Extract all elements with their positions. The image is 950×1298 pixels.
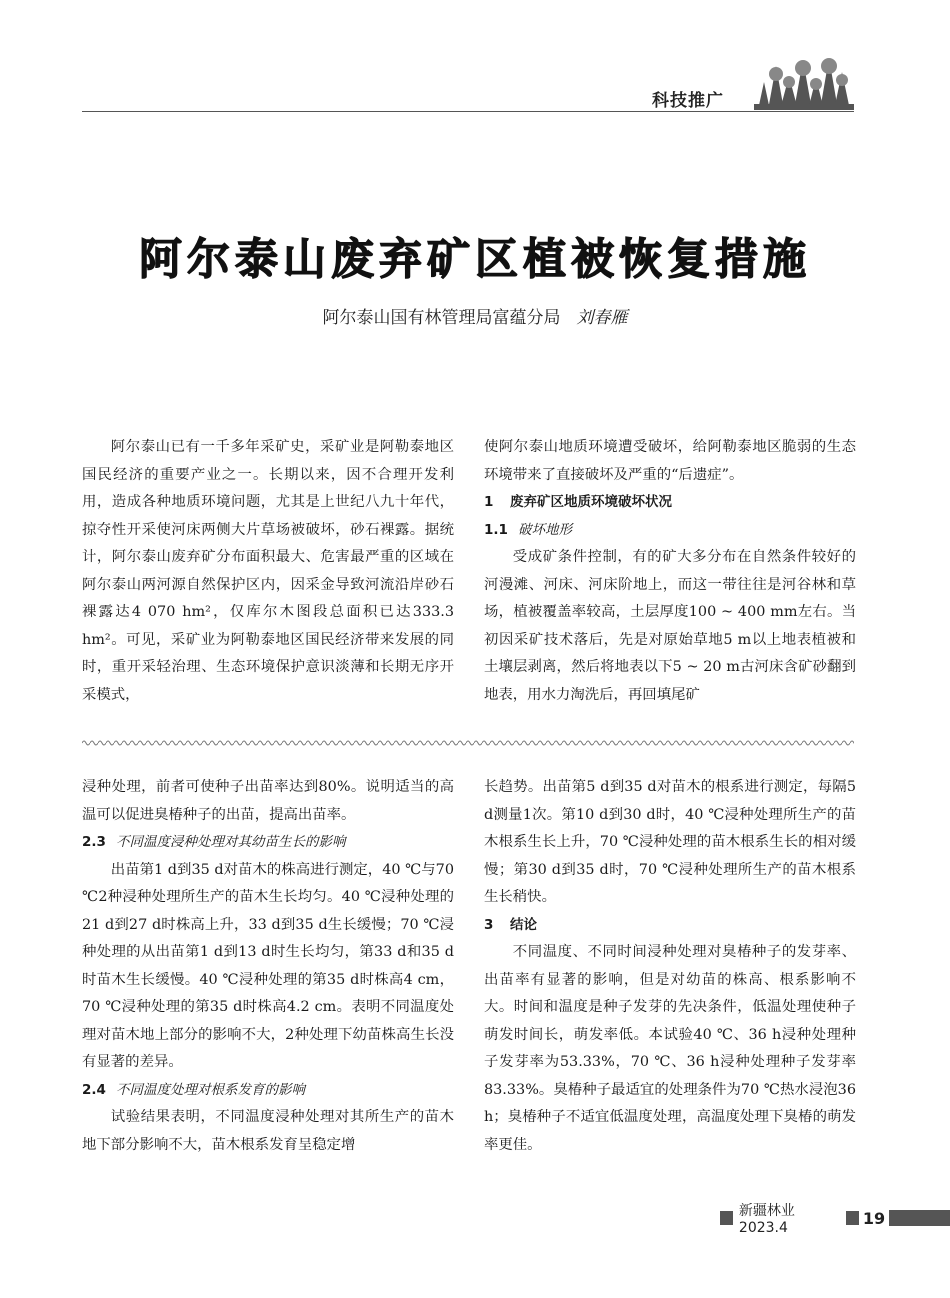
header-rule — [82, 111, 854, 112]
paragraph: 使阿尔泰山地质环境遭受破坏，给阿勒泰地区脆弱的生态环境带来了直接破坏及严重的“后遗症”。 — [484, 439, 856, 483]
paragraph: 长趋势。出苗第5 d到35 d对苗木的根系进行测定，每隔5 d测量1次。第10 d到30 d时，40 ℃浸种处理所生产的苗木根系生长上升，70 ℃浸种处理的苗木根系生长的相对缓慢；第30 d到35 d时，70 ℃浸种处理所生产的苗木根系生长稍快。 — [484, 779, 856, 905]
subsection-heading-text: 不同温度处理对根系发育的影响 — [116, 1081, 305, 1098]
section-heading — [484, 912, 856, 940]
paragraph: 浸种处理，前者可使种子出苗率达到80%。说明适当的高温可以促进臭椿种子的出苗，提高出苗率。 — [82, 779, 454, 823]
subsection-heading — [484, 517, 856, 545]
page-number: 19 — [862, 1208, 886, 1228]
section-heading-text: 结论 — [510, 916, 537, 933]
subsection-heading — [82, 1077, 454, 1105]
article-title: 阿尔泰山废弃矿区植被恢复措施 — [139, 235, 811, 285]
affiliation: 阿尔泰山国有林管理局富蕴分局 — [322, 308, 561, 328]
author: 刘春雁 — [576, 308, 628, 328]
byline — [0, 303, 950, 328]
section-number: 3 — [484, 916, 494, 933]
section-divider — [82, 738, 854, 748]
subsection-heading-text: 不同温度浸种处理对其幼苗生长的影响 — [116, 834, 346, 850]
subsection-heading — [82, 829, 454, 857]
bottom-right-column — [484, 774, 856, 1159]
section-number: 1 — [484, 494, 494, 510]
paragraph: 阿尔泰山已有一千多年采矿史，采矿业是阿勒泰地区国民经济的重要产业之一。长期以来，因不合理开发利用，造成各种地质环境问题，尤其是上世纪八九十年代，掠夺性开采使河床两侧大片草场被破坏，砂石裸露。据统计，阿尔泰山废弃矿分布面积最大、危害最严重的区域在阿尔泰山两河源自然保护区内，因采金导致河流沿岸砂石裸露达4 070 hm²，仅库尔木图段总面积已达333.3 hm²。可见，采矿业为阿勒泰地区国民经济带来发展的同时，重开采轻治理、生态环境保护意识淡薄和长期无序开采模式， — [82, 439, 454, 703]
footer-marker — [846, 1211, 859, 1225]
section-label: 科技推广 — [652, 91, 724, 111]
page-footer — [720, 1203, 950, 1236]
paragraph: 试验结果表明，不同温度浸种处理对其所生产的苗木地下部分影响不大，苗木根系发育呈稳定增 — [82, 1109, 454, 1153]
top-right-column — [484, 434, 856, 709]
subsection-heading-text: 破坏地形 — [518, 521, 572, 538]
journal-issue: 新疆林业 2023.4 — [738, 1203, 795, 1236]
paragraph: 出苗第1 d到35 d对苗木的株高进行测定，40 ℃与70 ℃2种浸种处理所生产的苗木生长均匀。40 ℃浸种处理的21 d到27 d时株高上升，33 d到35 d生长缓慢；70 ℃浸种处理的从出苗第1 d到13 d时生长均匀，第33 d和35 d时苗木生长缓慢。40 ℃浸种处理的第35 d时株高4 cm，70 ℃浸种处理的第35 d时株高4.2 cm。表明不同温度处理对苗木地上部分的影响不大，2种处理下幼苗株高生长没有显著的差异。 — [82, 861, 454, 1070]
paragraph: 受成矿条件控制，有的矿大多分布在自然条件较好的河漫滩、河床、河床阶地上，而这一带往往是河谷林和草场，植被覆盖率较高，土层厚度100 ~ 400 mm左右。当初因采矿技术落后，先是对原始草地5 m以上地表植被和土壤层剥离，然后将地表以下5 ~ 20 m古河床含矿砂翻到地表，用水力淘洗后，再回填尾矿 — [484, 549, 856, 703]
footer-marker — [720, 1211, 733, 1225]
section-heading — [484, 489, 856, 517]
subsection-number: 1.1 — [484, 521, 508, 538]
forest-logo — [754, 52, 854, 110]
paragraph: 不同温度、不同时间浸种处理对臭椿种子的发芽率、出苗率有显著的影响，但是对幼苗的株高、根系影响不大。时间和温度是种子发芽的先决条件，低温处理使种子萌发时间长，萌发率低。本试验40 ℃、36 h浸种处理种子发芽率为53.33%，70 ℃、36 h浸种处理种子发芽率83.33%。臭椿种子最适宜的处理条件为70 ℃热水浸泡36 h；臭椿种子不适宜低温度处理，高温度处理下臭椿的萌发率更佳。 — [484, 944, 856, 1153]
footer-bar — [889, 1210, 950, 1226]
section-heading-text: 废弃矿区地质环境破坏状况 — [510, 494, 672, 510]
bottom-left-column — [82, 774, 454, 1159]
top-left-column — [82, 434, 454, 709]
subsection-number: 2.4 — [82, 1081, 106, 1098]
subsection-number: 2.3 — [82, 834, 106, 850]
